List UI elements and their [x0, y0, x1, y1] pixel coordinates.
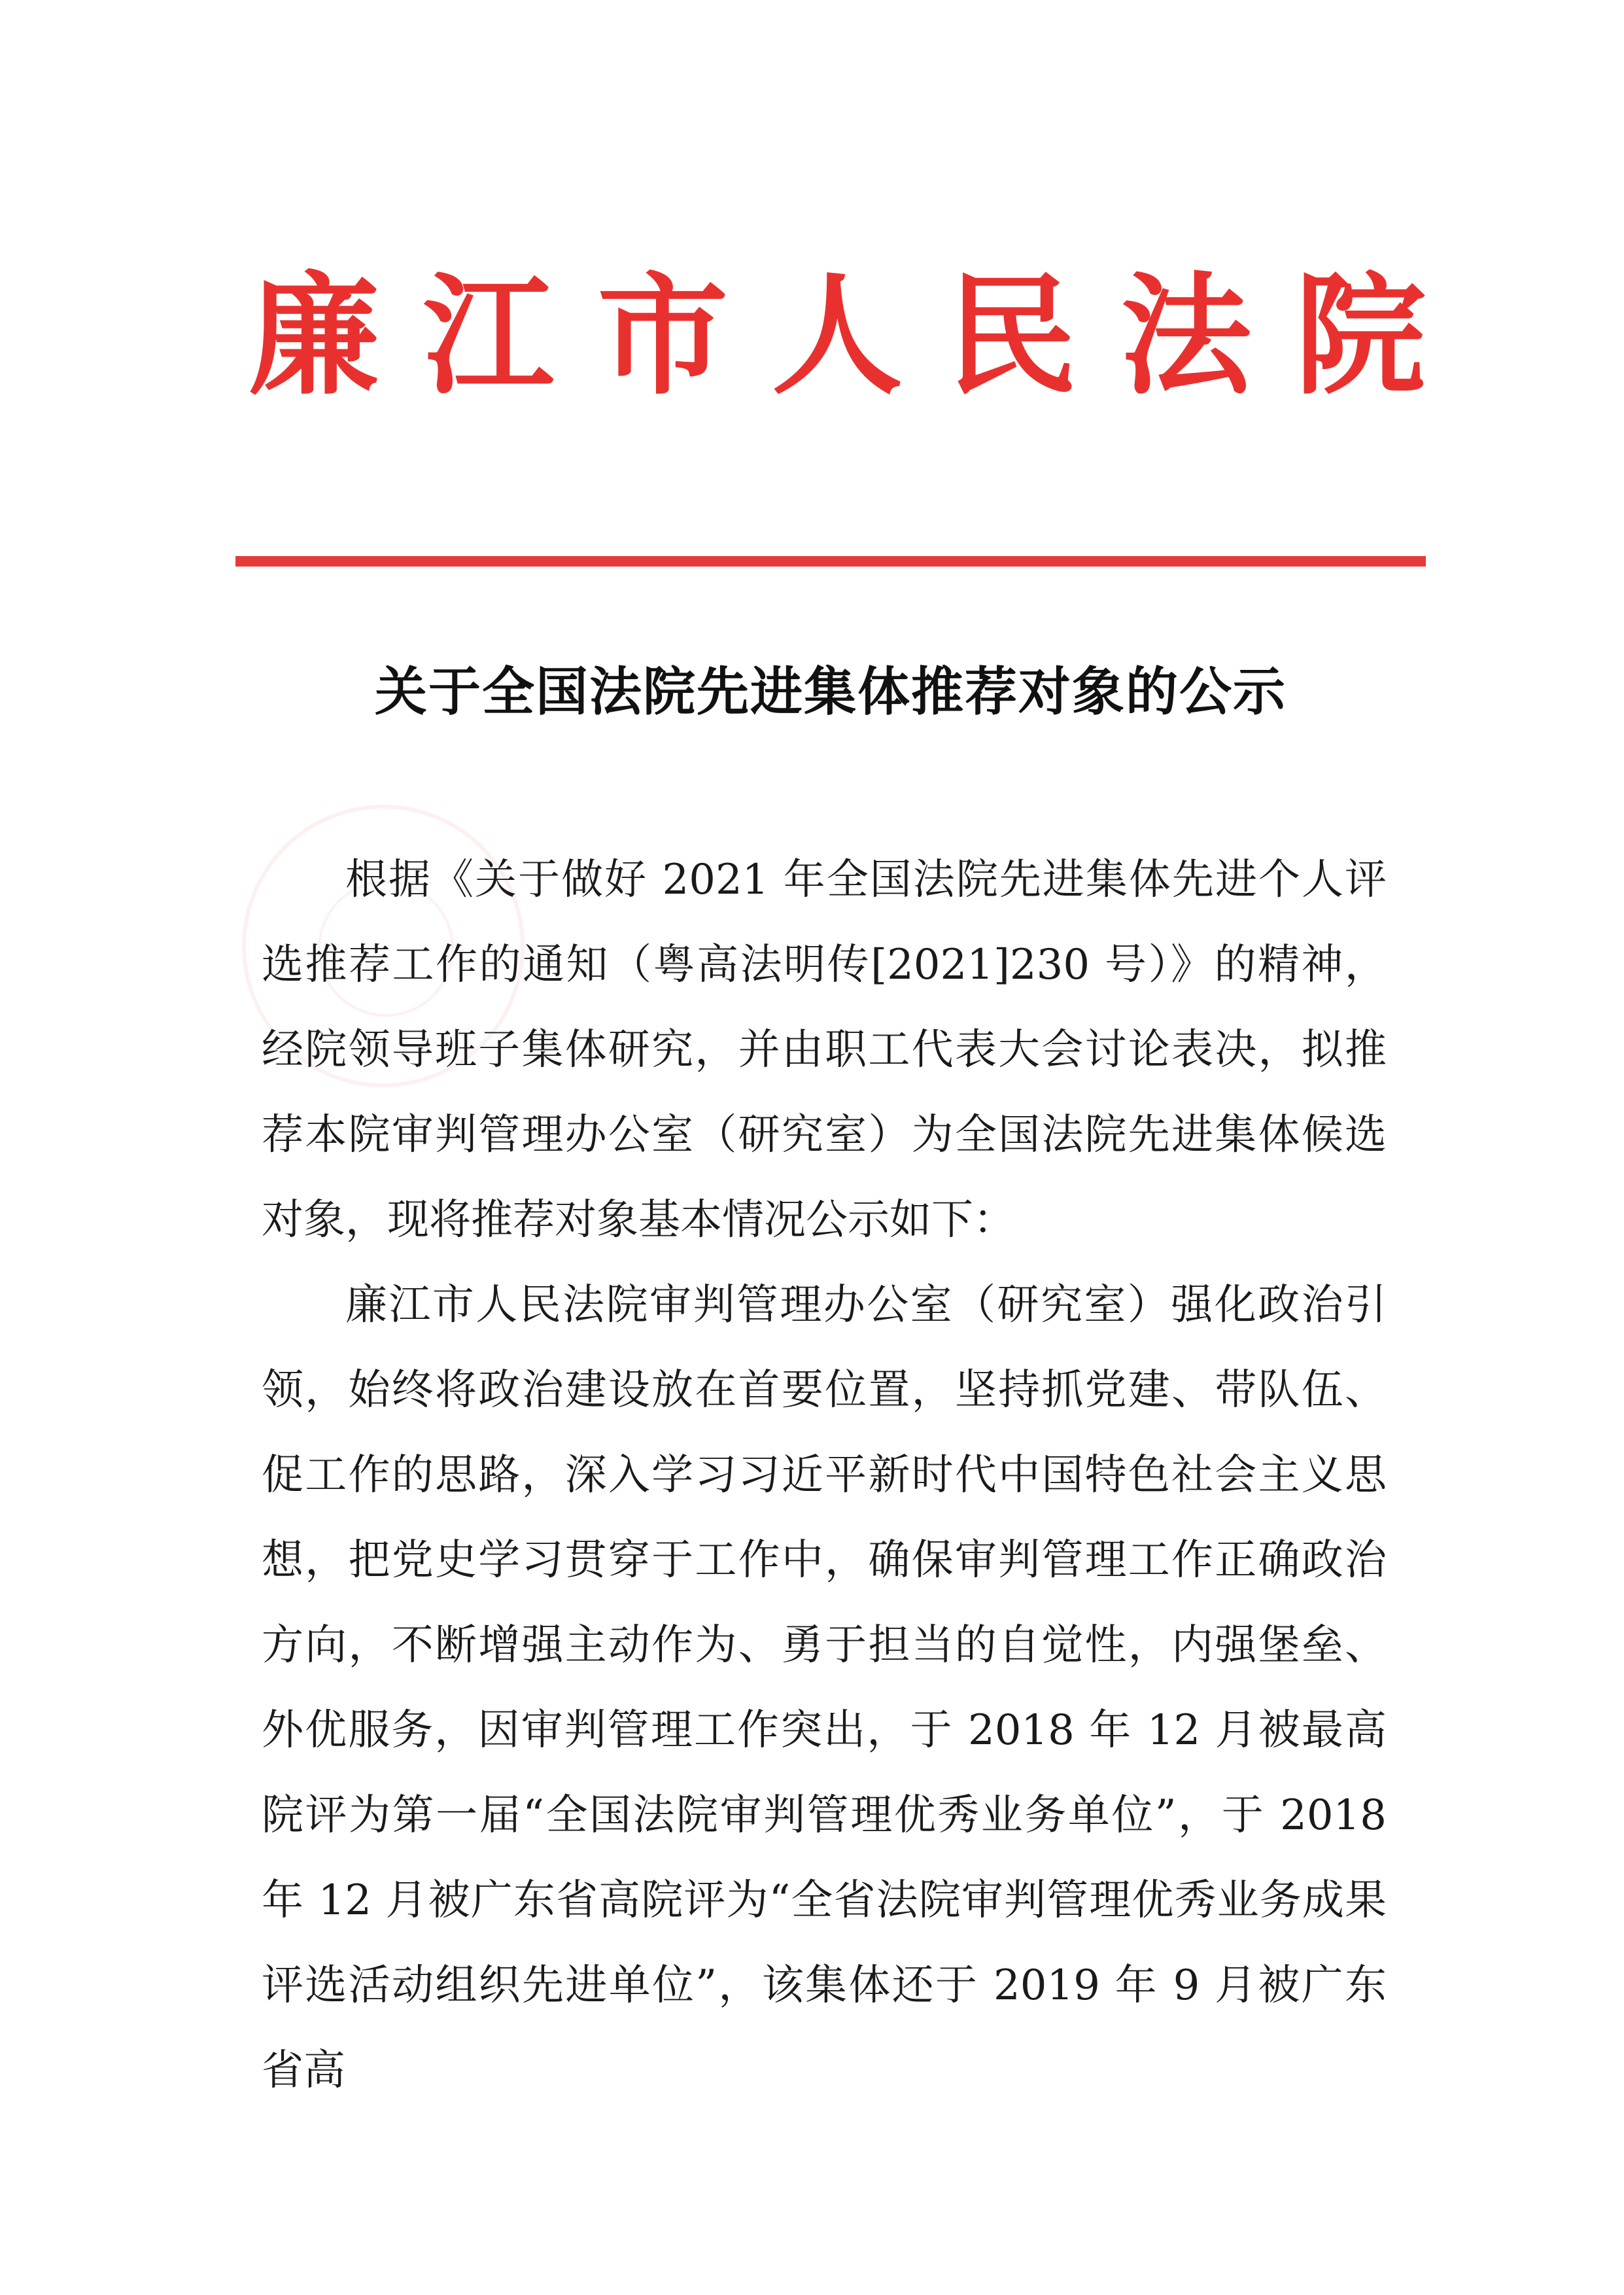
document-body — [262, 837, 1387, 2113]
red-header-rule — [235, 556, 1426, 567]
masthead-char: 江 — [423, 260, 554, 413]
body-paragraph: 根据《关于做好 2021 年全国法院先进集体先进个人评选推荐工作的通知（粤高法明传[2021]230 号）》的精神，经院领导班子集体研究，并由职工代表大会讨论表决，拟推荐本院审判管理办公室（研究室）为全国法院先进集体候选对象，现将推荐对象基本情况公示如下： — [262, 856, 1387, 1244]
masthead-char: 市 — [597, 260, 729, 413]
masthead-court-name — [235, 262, 1439, 412]
body-paragraph: 廉江市人民法院审判管理办公室（研究室）强化政治引领，始终将政治建设放在首要位置，坚持抓党建、带队伍、促工作的思路，深入学习习近平新时代中国特色社会主义思想，把党史学习贯穿于工作中，确保审判管理工作正确政治方向，不断增强主动作为、勇于担当的自觉性，内强堡垒、外优服务，因审判管理工作突出，于 2018 年 12 月被最高院评为第一届“全国法院审判管理优秀业务单位”，于 2018 年 12 月被广东省高院评为“全省法院审判管理优秀业务成果评选活动组织先进单位”，该集体还于 2019 年 9 月被广东省高 — [262, 1281, 1387, 2095]
masthead-char: 人 — [771, 260, 903, 413]
masthead-char: 院 — [1294, 260, 1426, 413]
masthead-char: 廉 — [248, 260, 379, 413]
document-title: 关于全国法院先进集体推荐对象的公示 — [375, 661, 1287, 722]
masthead-char: 法 — [1120, 260, 1252, 413]
masthead-char: 民 — [946, 260, 1077, 413]
